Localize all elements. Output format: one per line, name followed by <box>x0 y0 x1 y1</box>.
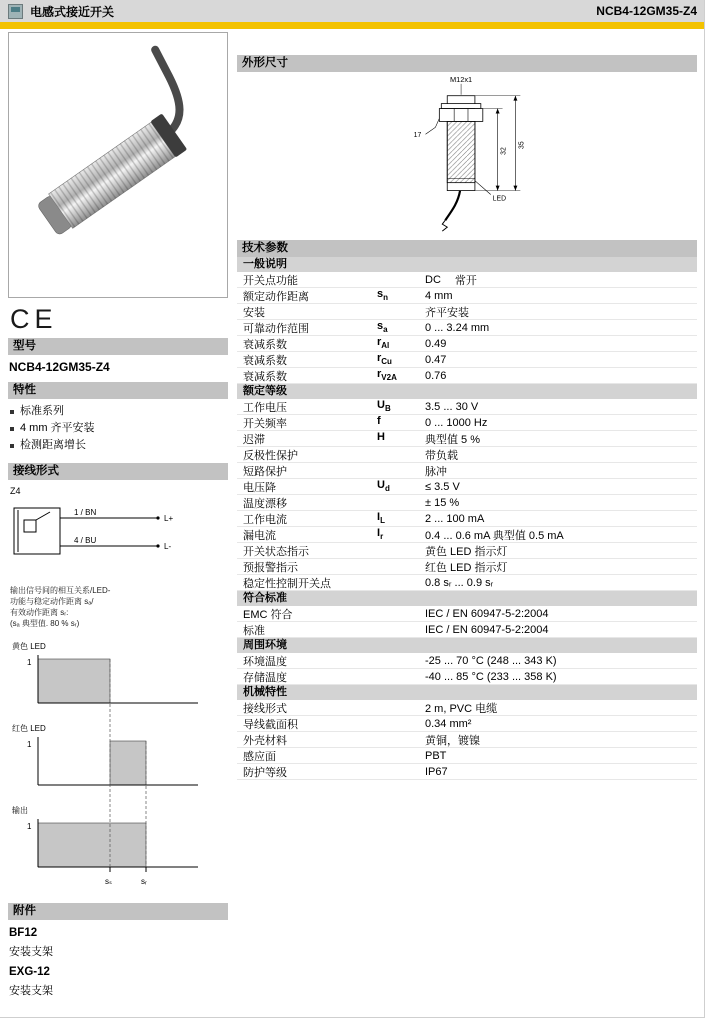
technical-data-table <box>237 257 697 780</box>
terminal-minus-label: L- <box>164 542 172 551</box>
tech-row-value: 2 ... 100 mA <box>425 512 485 525</box>
bullet-icon <box>10 427 14 431</box>
tech-row-label: 开关频率 <box>243 417 287 430</box>
tech-row <box>237 272 697 288</box>
tech-row-label: 工作电流 <box>243 513 287 526</box>
tech-row <box>237 288 697 304</box>
doc-title: 电感式接近开关 <box>30 4 115 19</box>
tech-row-value: 脉冲 <box>425 465 447 478</box>
tech-row-value: IP67 <box>425 765 448 778</box>
note-line: 功能与稳定动作距离 sₐ/ <box>10 597 94 606</box>
tech-row <box>237 732 697 748</box>
model-value: NCB4-12GM35-Z4 <box>9 360 110 374</box>
dimension-drawing <box>237 72 697 240</box>
tech-row-label: 温度漂移 <box>243 497 287 510</box>
section-model-header: 型号 <box>8 338 228 355</box>
tech-row-symbol: $I_r$ <box>377 527 384 542</box>
tech-row-value: 黄铜，镀镍 <box>425 734 480 747</box>
tech-row-label: EMC 符合 <box>243 608 293 621</box>
section-features-header: 特性 <box>8 382 228 399</box>
tech-row-symbol: $s_n$ <box>377 288 389 303</box>
connection-variant: Z4 <box>10 486 21 496</box>
tech-row-value: PBT <box>425 749 447 762</box>
tech-row-value2: 常开 <box>454 274 477 287</box>
tech-row-symbol: $r_{Cu}$ <box>377 352 392 367</box>
tech-row-label: 稳定性控制开关点 <box>243 577 331 590</box>
tech-row-value: 3.5 ... 30 V <box>425 400 479 413</box>
feature-label: 检测距离增长 <box>20 439 86 451</box>
tech-group-header: 机械特性 <box>237 685 697 700</box>
ce-mark: CE <box>10 304 58 334</box>
tech-group-header: 周围环境 <box>237 638 697 653</box>
tech-row-label: 接线形式 <box>243 702 287 715</box>
tech-row-label: 开关点功能 <box>243 274 298 287</box>
feature-item <box>8 437 228 454</box>
chart2-label: 红色 LED <box>12 724 46 733</box>
tech-row <box>237 748 697 764</box>
tech-row <box>237 559 697 575</box>
tech-row-symbol: $s_a$ <box>377 320 388 335</box>
header-bar <box>0 0 705 22</box>
tech-row-value: 4 mm <box>425 289 453 302</box>
note-line: 有效动作距离 sᵣ: <box>10 608 69 617</box>
tech-row-label: 衰减系数 <box>243 370 287 383</box>
tech-row-value: ± 15 % <box>425 496 460 509</box>
section-accessories-header: 附件 <box>8 903 228 920</box>
tech-row-value: 0.49 <box>425 337 447 350</box>
tech-group-header: 额定等级 <box>237 384 697 399</box>
tech-row-symbol: $I_L$ <box>377 511 385 526</box>
tech-row-label: 衰减系数 <box>243 338 287 351</box>
tech-row-value: 2 m, PVC 电缆 <box>425 702 498 715</box>
level-high-label: 1 <box>27 658 32 667</box>
thread-label: M12x1 <box>449 74 473 84</box>
tech-row <box>237 700 697 716</box>
tech-group-header: 符合标准 <box>237 591 697 606</box>
tech-row-label: 电压降 <box>243 481 276 494</box>
tech-row-value: 0 ... 1000 Hz <box>425 416 488 429</box>
product-category-icon <box>8 4 23 19</box>
tech-row <box>237 527 697 543</box>
tech-row-label: 反极性保护 <box>243 449 298 462</box>
output-signal-note <box>10 585 228 629</box>
tech-row-value: 0 ... 3.24 mm <box>425 321 490 334</box>
accessory-name: EXG-12 <box>9 966 50 978</box>
tech-row-value: 0.4 ... 0.6 mA 典型值 0.5 mA <box>425 529 564 542</box>
level-high-label: 1 <box>27 822 32 831</box>
tech-row <box>237 447 697 463</box>
tech-row-value: 0.47 <box>425 353 447 366</box>
tech-row-label: 环境温度 <box>243 655 287 668</box>
tech-row <box>237 368 697 384</box>
tech-row <box>237 479 697 495</box>
sensor-photo-illustration <box>9 33 227 297</box>
tech-row-label: 预报警指示 <box>243 561 298 574</box>
tech-row-value: 红色 LED 指示灯 <box>425 561 508 574</box>
tech-row-value: 典型值 5 % <box>425 433 481 446</box>
tech-row-value: -40 ... 85 °C (233 ... 358 K) <box>425 670 557 683</box>
product-photo <box>8 32 228 298</box>
tech-row <box>237 575 697 591</box>
tech-row <box>237 669 697 685</box>
tech-row-label: 导线截面积 <box>243 718 298 731</box>
tech-row <box>237 463 697 479</box>
tech-row-label: 开关状态指示 <box>243 545 309 558</box>
accent-bar <box>0 22 705 29</box>
tech-row <box>237 622 697 638</box>
dimension-drawing-svg <box>357 72 577 238</box>
tech-group-header: 一般说明 <box>237 257 697 272</box>
tech-row-value: IEC / EN 60947-5-2:2004 <box>425 607 549 620</box>
tech-row-label: 防护等级 <box>243 766 287 779</box>
tech-row <box>237 431 697 447</box>
note-line: (sₐ 典型值. 80 % sᵣ) <box>10 619 80 628</box>
tech-row <box>237 653 697 669</box>
tech-row-symbol: f <box>377 415 381 428</box>
tech-row-label: 漏电流 <box>243 529 276 542</box>
accessory-name: BF12 <box>9 927 38 939</box>
bullet-icon <box>10 410 14 414</box>
bullet-icon <box>10 444 14 448</box>
tech-row <box>237 304 697 320</box>
tech-row-value: 带负载 <box>425 449 458 462</box>
tech-row <box>237 336 697 352</box>
tech-row-label: 衰减系数 <box>243 354 287 367</box>
timing-diagram <box>8 639 213 894</box>
tech-row <box>237 764 697 780</box>
accessory-desc: 安装支架 <box>9 985 53 997</box>
features-list <box>8 403 228 454</box>
section-dimensions-header: 外形尺寸 <box>237 55 697 72</box>
tech-row-value: 0.34 mm² <box>425 717 472 730</box>
terminal-plus-label: L+ <box>164 514 174 523</box>
wrench-size-label: 17 <box>413 132 422 140</box>
chart1-label: 黄色 LED <box>12 642 46 651</box>
tech-row-value: ≤ 3.5 V <box>425 480 460 493</box>
left-column <box>8 32 228 1000</box>
feature-label: 标准系列 <box>20 405 64 417</box>
dim-32-label: 32 <box>500 147 508 155</box>
tech-row <box>237 716 697 732</box>
section-technical-header: 技术参数 <box>237 240 697 257</box>
tech-row-value: 黄色 LED 指示灯 <box>425 545 508 558</box>
tech-row-value: DC <box>425 273 441 286</box>
wiring-diagram <box>8 498 208 570</box>
feature-item <box>8 403 228 420</box>
tech-row-label: 短路保护 <box>243 465 287 478</box>
tech-row-value: 齐平安装 <box>425 306 469 319</box>
wire-bottom-label: 4 / BU <box>74 536 97 545</box>
tech-row-symbol: $U_B$ <box>377 399 391 414</box>
led-label: LED <box>492 195 507 203</box>
tech-row-value: 0.8 sᵣ ... 0.9 sᵣ <box>425 576 494 589</box>
tech-row-symbol: $r_{V2A}$ <box>377 368 397 383</box>
tech-row-value: IEC / EN 60947-5-2:2004 <box>425 623 549 636</box>
tech-row <box>237 320 697 336</box>
tech-row <box>237 511 697 527</box>
tech-row <box>237 495 697 511</box>
axis-tick-sr: sᵣ <box>141 877 147 886</box>
tech-row-label: 外壳材料 <box>243 734 287 747</box>
tech-row <box>237 606 697 622</box>
level-high-label: 1 <box>27 740 32 749</box>
tech-row-label: 感应面 <box>243 750 276 763</box>
tech-row-label: 存储温度 <box>243 671 287 684</box>
tech-row-symbol: $r_{Al}$ <box>377 336 390 351</box>
tech-row-label: 安装 <box>243 306 265 319</box>
accessory-desc: 安装支架 <box>9 946 53 958</box>
part-number: NCB4-12GM35-Z4 <box>596 4 697 18</box>
right-column <box>237 55 697 780</box>
tech-row <box>237 399 697 415</box>
tech-row-label: 额定动作距离 <box>243 290 309 303</box>
tech-row-value: 0.76 <box>425 369 447 382</box>
tech-row <box>237 352 697 368</box>
tech-row-symbol: H <box>377 431 385 444</box>
tech-row-label: 标准 <box>243 624 265 637</box>
wire-top-label: 1 / BN <box>74 508 97 517</box>
tech-row-value: -25 ... 70 °C (248 ... 343 K) <box>425 654 557 667</box>
note-line: 输出信号间的相互关系/LED- <box>10 586 111 595</box>
axis-tick-ss: sₛ <box>105 877 112 886</box>
tech-row <box>237 415 697 431</box>
section-connection-header: 接线形式 <box>8 463 228 480</box>
chart3-label: 输出 <box>12 806 28 815</box>
feature-label: 4 mm 齐平安装 <box>20 422 95 434</box>
tech-row <box>237 543 697 559</box>
tech-row-symbol: $U_d$ <box>377 479 390 494</box>
tech-row-label: 工作电压 <box>243 401 287 414</box>
dim-35-label: 35 <box>518 141 526 149</box>
tech-row-label: 可靠动作范围 <box>243 322 309 335</box>
tech-row-label: 迟滞 <box>243 433 265 446</box>
feature-item <box>8 420 228 437</box>
